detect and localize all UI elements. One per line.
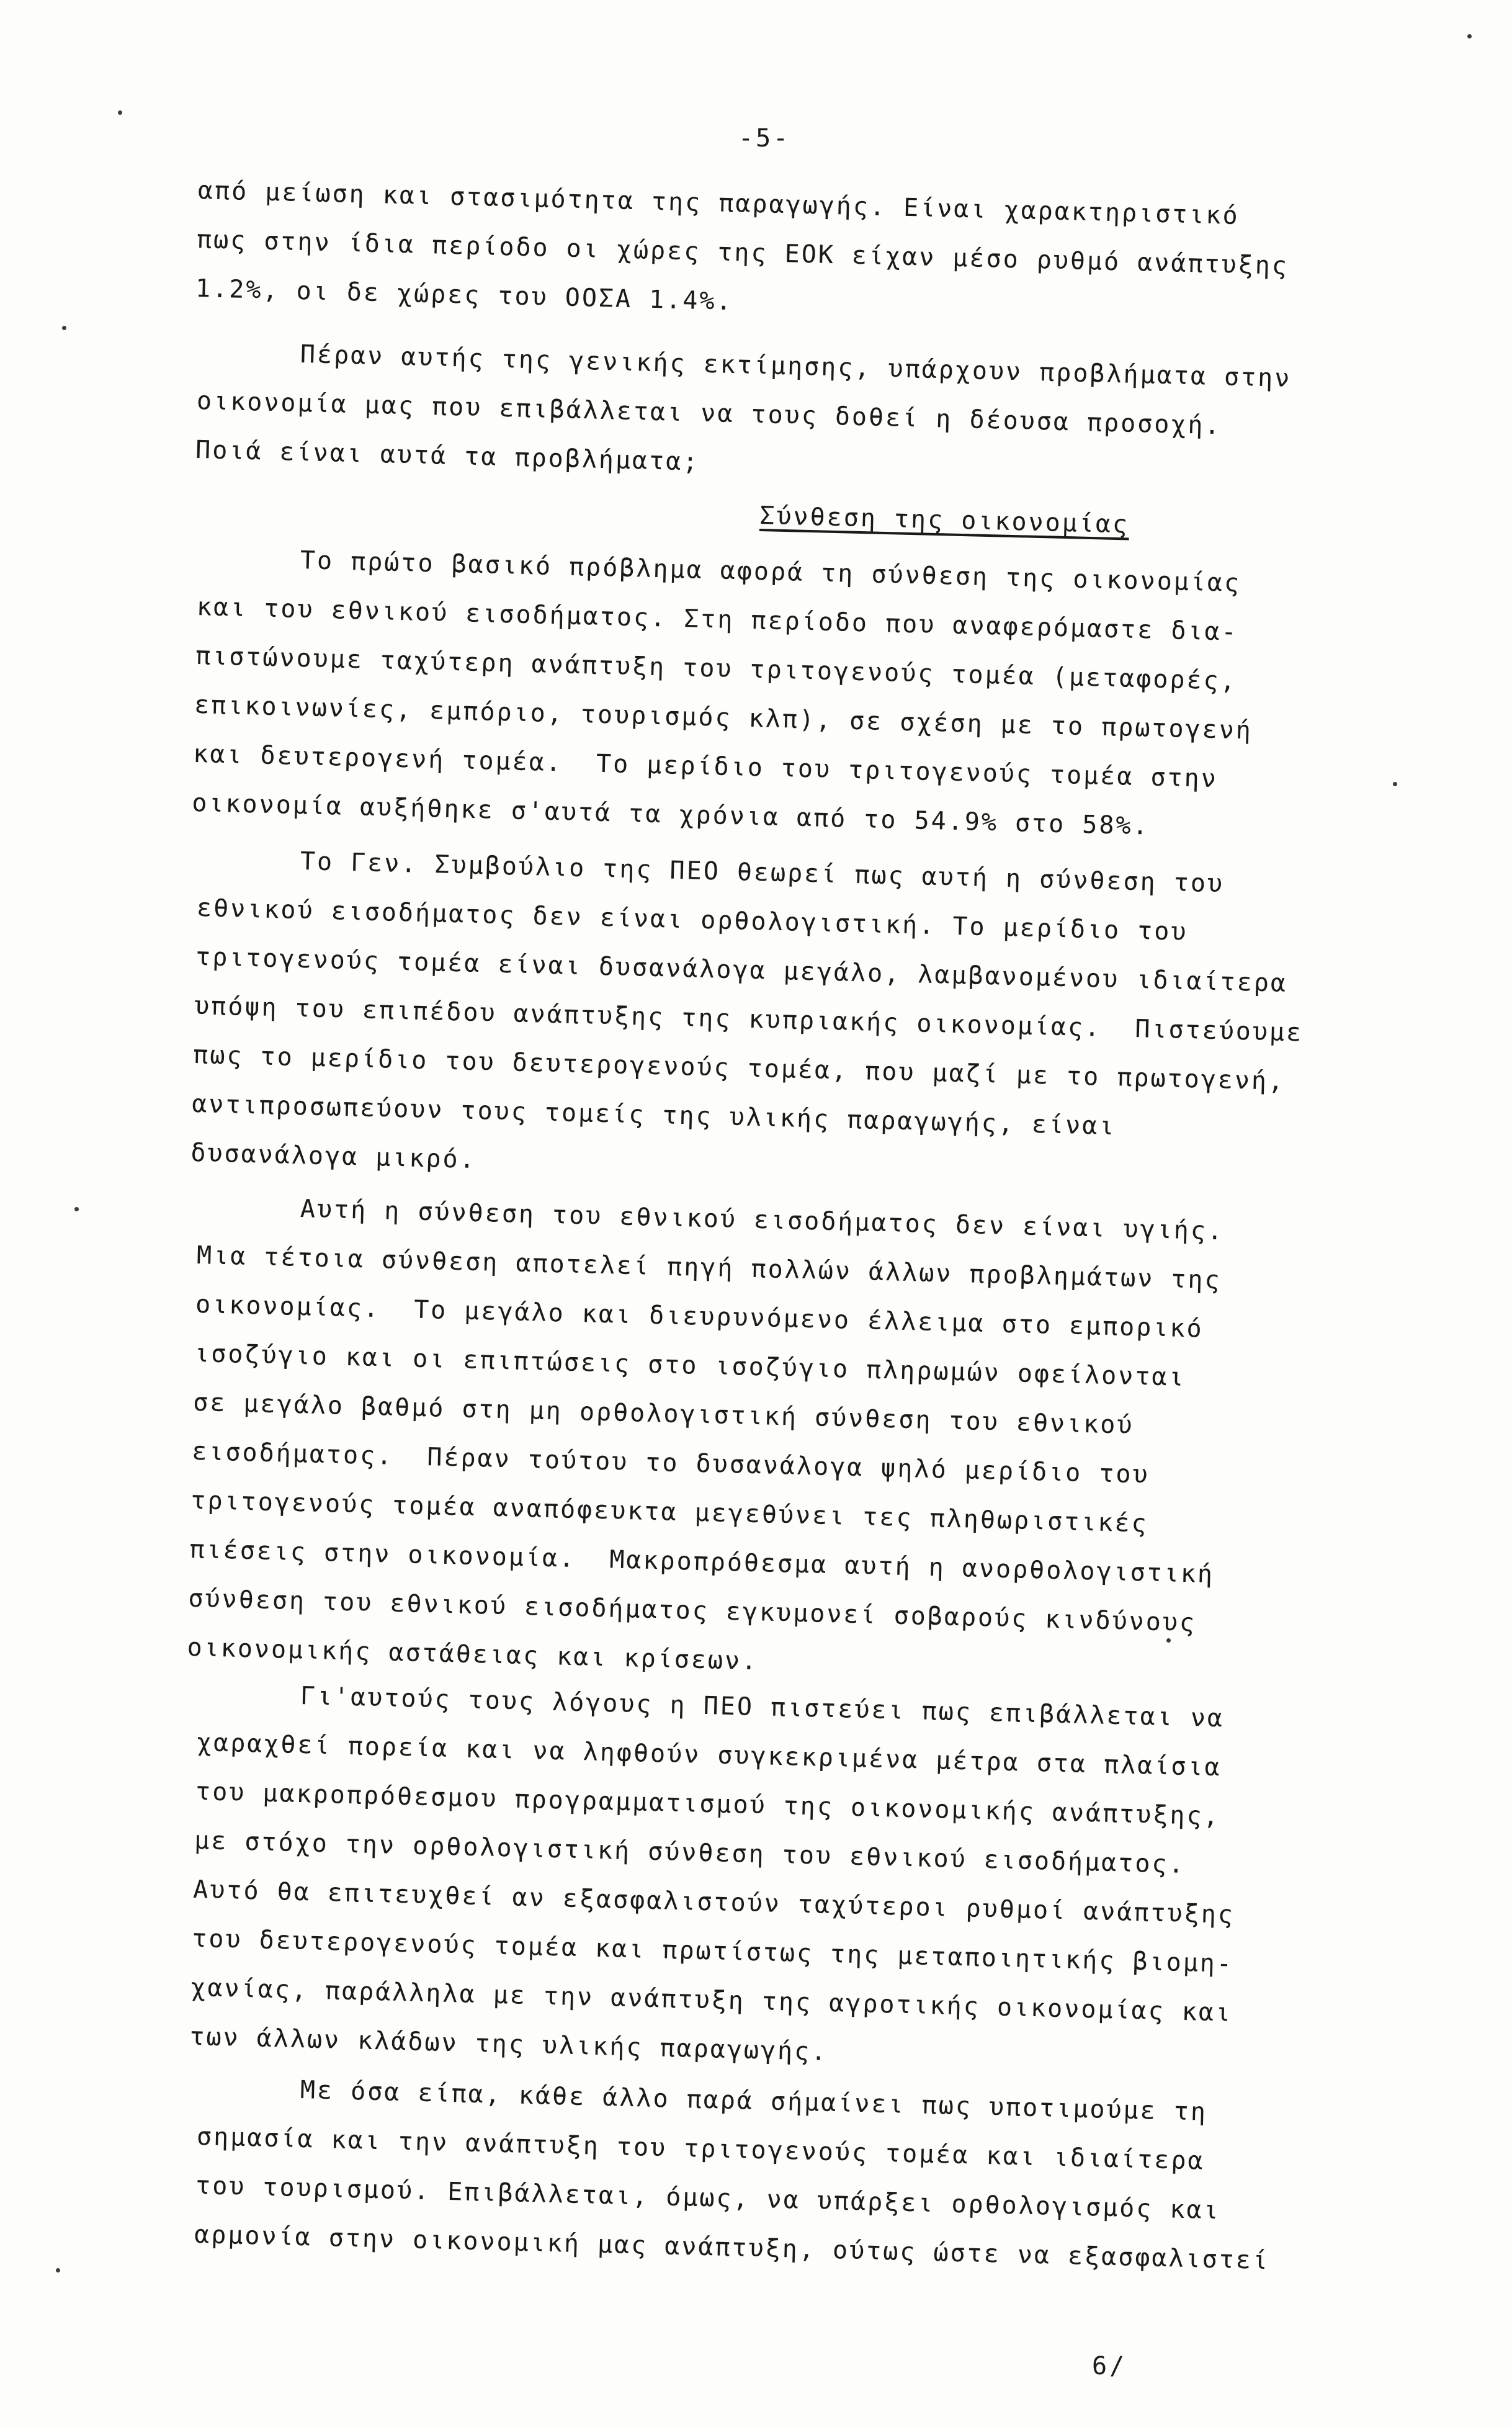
text-line: από μείωση και στασιμότητα της παραγωγής. Είναι χαρακτηριστικό bbox=[197, 176, 1240, 231]
text-line: αρμονία στην οικονομική μας ανάπτυξη, ούτως ώστε να εξασφαλιστεί bbox=[194, 2220, 1270, 2276]
text-line: Το πρώτο βασικό πρόβλημα αφορά τη σύνθεση της οικονομίας bbox=[300, 546, 1241, 598]
paragraph-first-problem bbox=[191, 534, 1389, 857]
page-number: -5- bbox=[738, 124, 791, 153]
scan-speck bbox=[118, 110, 122, 115]
text-line: Αυτή η σύνθεση του εθνικού εισοδήματος δεν είναι υγιής. bbox=[300, 1195, 1225, 1246]
scan-speck bbox=[1166, 1638, 1171, 1643]
text-line: εισοδήματος. Πέραν τούτου το δυσανάλογα ψηλό μερίδιο του bbox=[191, 1437, 1150, 1489]
text-line: χαραχθεί πορεία και να ληφθούν συγκεκριμένα μέτρα στα πλαίσια bbox=[196, 1728, 1222, 1782]
text-line: χανίας, παράλληλα με την ανάπτυξη της αγροτικής οικονομίας και bbox=[190, 1973, 1233, 2027]
text-line: πως το μερίδιο του δευτερογενούς τομέα, που μαζί με το πρωτογενή, bbox=[192, 1040, 1286, 1096]
text-line: του μακροπρόθεσμου προγραμματισμού της οικονομικής ανάπτυξης, bbox=[195, 1777, 1221, 1831]
text-line: σε μεγάλο βαθμό στη μη ορθολογιστική σύνθεση του εθνικού bbox=[192, 1388, 1135, 1440]
text-line: Με όσα είπα, κάθε άλλο παρά σήμαίνει πως υποτιμούμε τη bbox=[300, 2076, 1208, 2127]
text-line: Γι'αυτούς τους λόγους η ΠΕΟ πιστεύει πως επιβάλλεται να bbox=[300, 1682, 1225, 1733]
paragraph-tourism-note bbox=[194, 2063, 1389, 2289]
text-line: οικονομίας. Το μεγάλο και διευρυνόμενο έλλειμα στο εμπορικό bbox=[195, 1290, 1204, 1344]
text-line: τριτογενούς τομέα είναι δυσανάλογα μεγάλο, λαμβανομένου ιδιαίτερα bbox=[195, 942, 1288, 998]
text-line: οικονομικής αστάθειας και κρίσεων. bbox=[187, 1633, 759, 1676]
text-line: αντιπροσωπεύουν τους τομείς της υλικής παραγωγής, είναι bbox=[191, 1089, 1117, 1141]
section-heading: Σύνθεση της οικονομίας bbox=[759, 501, 1130, 539]
text-line: τριτογενούς τομέα αναπόφευκτα μεγεθύνει τες πληθωριστικές bbox=[190, 1486, 1149, 1538]
text-line: με στόχο την ορθολογιστική σύνθεση του εθνικού εισοδήματος. bbox=[194, 1826, 1186, 1879]
text-line: των άλλων κλάδων της υλικής παραγωγής. bbox=[189, 2022, 828, 2066]
scan-speck bbox=[74, 1207, 79, 1211]
text-line: επικοινωνίες, εμπόριο, τουρισμός κλπ), σε σχέση με το πρωτογενή bbox=[194, 690, 1253, 745]
text-line: σύνθεση του εθνικού εισοδήματος εγκυμονεί σοβαρούς κινδύνους bbox=[188, 1584, 1197, 1638]
text-line: ισοζύγιο και οι επιπτώσεις στο ισοζύγιο πληρωμών οφείλονται bbox=[194, 1339, 1186, 1392]
continuation-page-ref: 6/ bbox=[1092, 2352, 1127, 2380]
scan-speck bbox=[56, 2268, 60, 2272]
paragraph-council-view bbox=[190, 835, 1389, 1207]
text-line: 1.2%, οι δε χώρες του ΟΟΣΑ 1.4%. bbox=[195, 274, 734, 316]
text-line: σημασία και την ανάπτυξη του τριτογενούς τομέα και ιδιαίτερα bbox=[196, 2122, 1206, 2176]
scan-speck bbox=[1393, 782, 1397, 786]
text-line: πιστώνουμε ταχύτερη ανάπτυξη του τριτογενούς τομέα (μεταφορές, bbox=[195, 641, 1238, 696]
text-line: πιέσεις στην οικονομία. Μακροπρόθεσμα αυτή η ανορθολογιστική bbox=[189, 1535, 1215, 1589]
text-line: και του εθνικού εισοδήματος. Στη περίοδο που αναφερόμαστε δια- bbox=[196, 592, 1239, 647]
text-line: οικονομία μας που επιβάλλεται να τους δοθεί η δέουσα προσοχή. bbox=[196, 386, 1222, 441]
text-line: Πέραν αυτής της γενικής εκτίμησης, υπάρχουν προβλήματα στην bbox=[300, 340, 1292, 393]
paragraph-problems-intro bbox=[195, 328, 1389, 504]
paragraph-proposed-measures bbox=[189, 1669, 1390, 2091]
text-line: δυσανάλογα μικρό. bbox=[190, 1138, 477, 1175]
text-line: Μια τέτοια σύνθεση αποτελεί πηγή πολλών άλλων προβλημάτων της bbox=[196, 1240, 1222, 1295]
paragraph-unhealthy-composition bbox=[187, 1182, 1390, 1702]
scan-speck bbox=[1467, 34, 1472, 38]
text-line: και δευτερογενή τομέα. Το μερίδιο του τριτογενούς τομέα στην bbox=[192, 739, 1219, 794]
paragraph-intro-continuation bbox=[195, 166, 1389, 343]
text-line: πως στην ίδια περίοδο οι χώρες της ΕΟΚ είχαν μέσο ρυθμό ανάπτυξης bbox=[196, 225, 1289, 280]
text-line: Ποιά είναι αυτά τα προβλήματα; bbox=[195, 435, 700, 477]
text-line: εθνικού εισοδήματος δεν είναι ορθολογιστική. Το μερίδιο του bbox=[196, 893, 1189, 946]
text-line: Το Γεν. Συμβούλιο της ΠΕΟ θεωρεί πως αυτή η σύνθεση του bbox=[300, 847, 1225, 899]
text-line: Αυτό θα επιτευχθεί αν εξασφαλιστούν ταχύτεροι ρυθμοί ανάπτυξης bbox=[192, 1875, 1235, 1929]
text-line: υπόψη του επιπέδου ανάπτυξης της κυπριακής οικονομίας. Πιστεύουμε bbox=[194, 991, 1304, 1048]
text-line: του δευτερογενούς τομέα και πρωτίστως της μεταποιητικής βιομη- bbox=[191, 1924, 1234, 1978]
text-line: οικονομία αυξήθηκε σ'αυτά τα χρόνια από το 54.9% στο 58%. bbox=[191, 788, 1150, 841]
text-line: του τουρισμού. Επιβάλλεται, όμως, να υπάρξει ορθολογισμός και bbox=[195, 2171, 1221, 2225]
scan-speck bbox=[62, 326, 66, 330]
